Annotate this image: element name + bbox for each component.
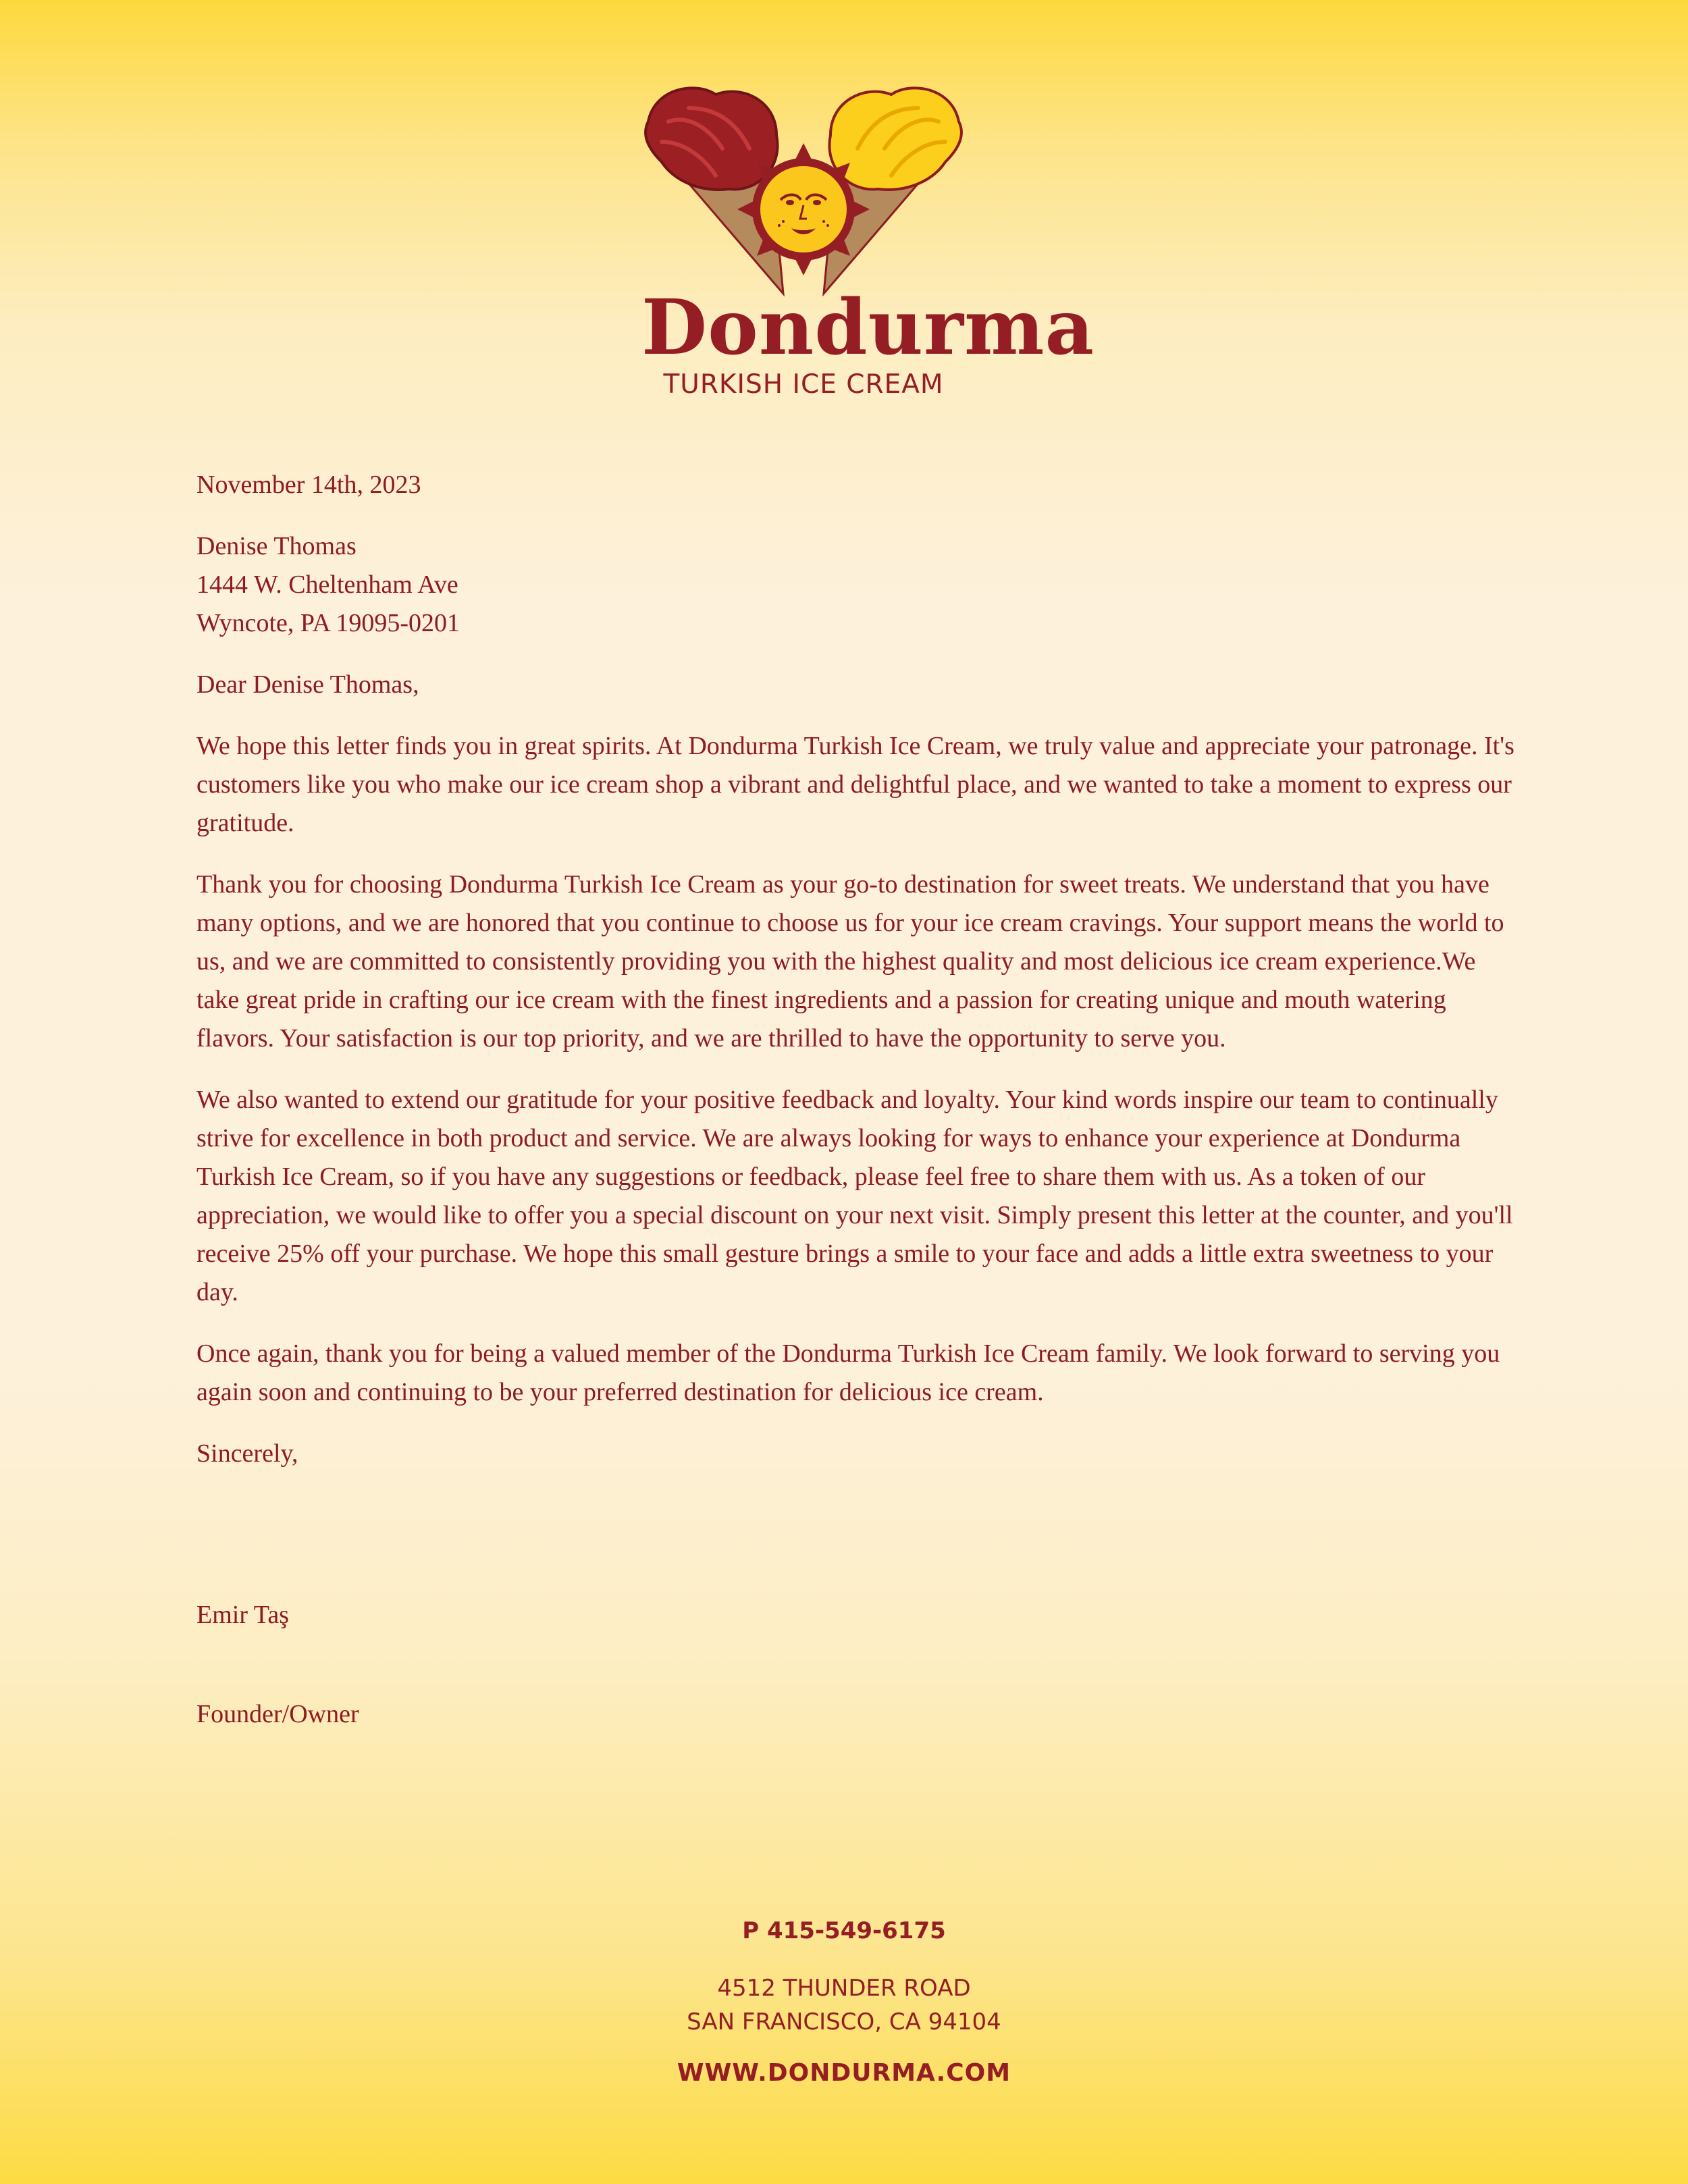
footer-address-line1: 4512 THUNDER ROAD bbox=[717, 1975, 971, 2002]
salutation: Dear Denise Thomas, bbox=[196, 670, 419, 699]
footer-address bbox=[0, 1971, 1688, 2039]
footer-address-line2: SAN FRANCISCO, CA 94104 bbox=[687, 2008, 1001, 2035]
brand-tagline: TURKISH ICE CREAM bbox=[663, 369, 944, 400]
footer-phone: P 415-549-6175 bbox=[742, 1917, 946, 1944]
paragraph-4: Once again, thank you for being a valued member of the Dondurma Turkish Ice Cream family. We look forward to serving you again soon and continuing to be your preferred destination for delicious ice cream. bbox=[196, 1339, 1500, 1406]
recipient-name: Denise Thomas bbox=[196, 532, 357, 560]
footer-website: WWW.DONDURMA.COM bbox=[677, 2059, 1011, 2087]
recipient-city: Wyncote, PA 19095-0201 bbox=[196, 609, 460, 637]
letter-body bbox=[196, 466, 1520, 1734]
footer bbox=[0, 1917, 1688, 2087]
paragraph-2: Thank you for choosing Dondurma Turkish Ice Cream as your go-to destination for sweet treats. We understand that you have many options, and we are honored that you continue to choose us for your ice cream cravings. Your support means the world to us, and we are committed to consistently providing you with the highest quality and most delicious ice cream experience.We take great pride in crafting our ice cream with the finest ingredients and a passion for creating unique and mouth watering flavors. Your satisfaction is our top priority, and we are thrilled to have the opportunity to serve you. bbox=[196, 870, 1504, 1053]
brand-name: Dondurma bbox=[641, 284, 1095, 372]
paragraph-3: We also wanted to extend our gratitude for your positive feedback and loyalty. Your kind words inspire our team to continually strive for excellence in both product and service. We are always looking for ways to enhance your experience at Dondurma Turkish Ice Cream, so if you have any suggestions or feedback, please feel free to share them with us. As a token of our appreciation, we would like to offer you a special discount on your next visit. Simply present this letter at the counter, and you'll receive 25% off your purchase. We hope this small gesture brings a smile to your face and adds a little extra sweetness to your day. bbox=[196, 1086, 1513, 1306]
recipient-street: 1444 W. Cheltenham Ave bbox=[196, 570, 458, 599]
recipient-address bbox=[196, 527, 1520, 643]
ice-cream-cones-icon bbox=[641, 74, 966, 297]
brand-logo bbox=[641, 74, 1095, 405]
letter-date: November 14th, 2023 bbox=[196, 471, 421, 499]
paragraph-1: We hope this letter finds you in great spirits. At Dondurma Turkish Ice Cream, we truly value and appreciate your patronage. It's customers like you who make our ice cream shop a vibrant and delightful place, and we wanted to take a moment to express our gratitude. bbox=[196, 732, 1514, 837]
signer-title: Founder/Owner bbox=[196, 1700, 359, 1728]
signer-name: Emir Taş bbox=[196, 1601, 290, 1629]
closing: Sincerely, bbox=[196, 1439, 298, 1468]
